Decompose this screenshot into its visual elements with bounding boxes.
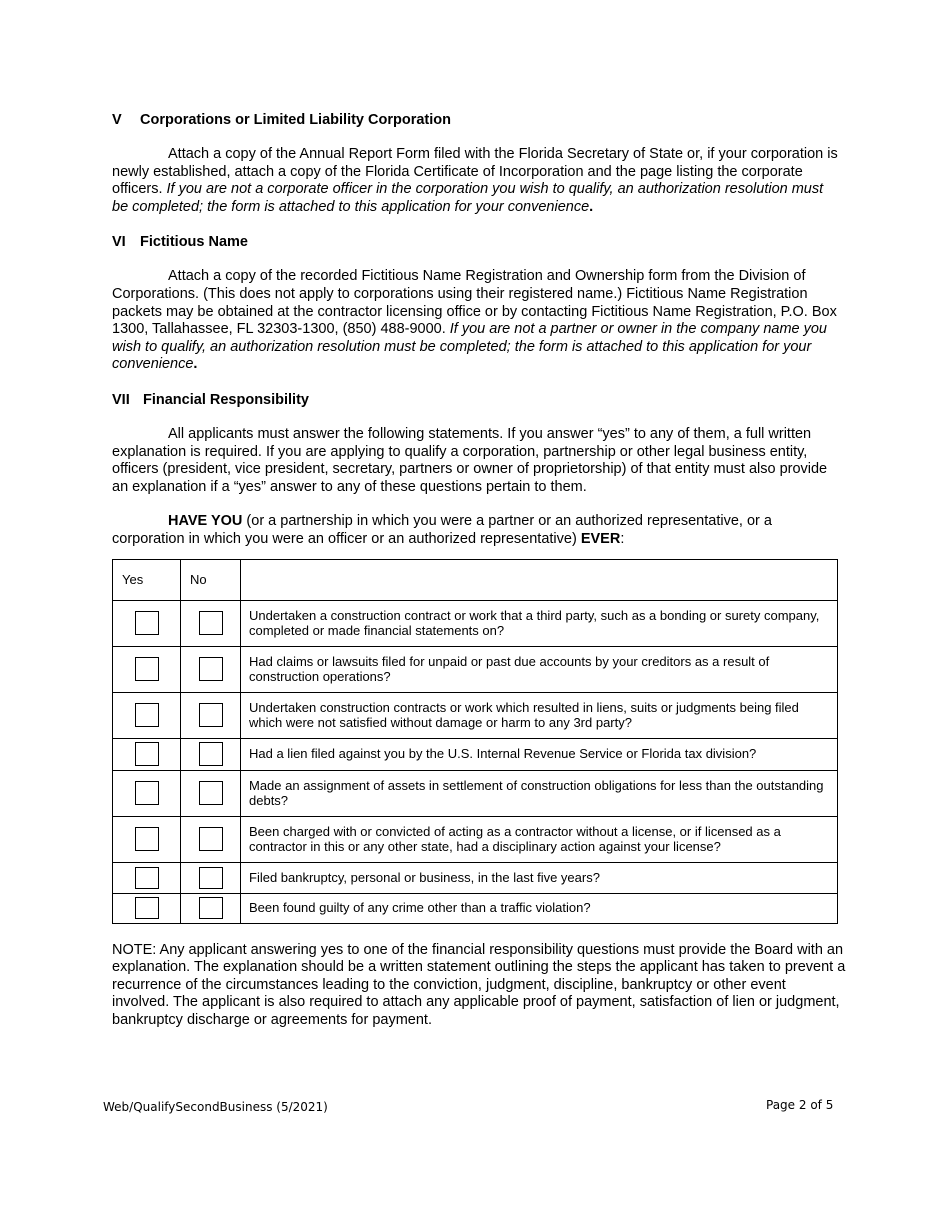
yes-checkbox[interactable] [135,781,159,805]
yes-header: Yes [113,559,181,600]
section-vi-number: VI [112,234,126,251]
table-header-row [113,559,838,600]
section-vii-title [112,391,842,409]
table-row [113,816,838,862]
question-header [241,559,838,600]
section-v-number: V [112,112,122,128]
no-checkbox[interactable] [199,611,223,635]
question-text: Undertaken construction contracts or work which resulted in liens, suits or judgments being filed which were not satisfied without damage or harm to any 3rd party? [241,692,838,738]
section-vii-number: VII [112,391,130,408]
yes-checkbox[interactable] [135,657,159,681]
ever-bold: EVER [580,530,621,547]
yes-checkbox[interactable] [135,742,159,766]
no-header: No [181,559,241,600]
section-v-paragraph [112,146,842,216]
section-vi-title-text: Fictitious Name [140,234,248,251]
question-text: Undertaken a construction contract or work that a third party, such as a bonding or surety company, completed or made financial statements on? [241,600,838,646]
table-row [113,770,838,816]
no-checkbox[interactable] [199,867,223,889]
no-checkbox[interactable] [199,781,223,805]
note-paragraph: NOTE: Any applicant answering yes to one of the financial responsibility questions must provide the Board with an explanation. The explanation should be a written statement outlining the steps the applicant has taken to prevent a recurrence of the circumstances leading to the conviction, judgment, discipline, bankruptcy or other event involved. The applicant is also required to attach any applicable proof of payment, satisfaction of lien or judgment, bankruptcy discharge or agreements for payment. [112,941,846,1028]
section-vii-paragraph: All applicants must answer the following statements. If you answer “yes” to any of them, a full written explanation is required. If you are applying to qualify a corporation, partnership or other legal business entity, officers (president, vice president, secretary, partners or owner of proprietorship) of that entity must also provide an explanation if a “yes” answer to any of these questions pertain to them. [112,425,828,495]
no-checkbox[interactable] [199,703,223,727]
table-row [113,692,838,738]
yes-checkbox[interactable] [135,827,159,851]
table-row [113,862,838,893]
yes-checkbox[interactable] [135,611,159,635]
section-vi-title [112,233,842,251]
have-you-paragraph [112,513,842,548]
document-page [112,111,846,1029]
section-v-title-text: Corporations or Limited Liability Corporation [140,112,451,128]
have-you-end: : [620,530,625,547]
no-checkbox[interactable] [199,827,223,851]
question-text: Had claims or lawsuits filed for unpaid or past due accounts by your creditors as a result of construction operations? [241,646,838,692]
section-v-text: Attach a copy of the Annual Report Form filed with the Florida Secretary of State or, if your corporation is newly established, attach a copy of the Florida Certificate of Incorporation and the page listing the corporate officers. [112,146,838,198]
section-v-end: . [589,198,594,215]
no-checkbox[interactable] [199,742,223,766]
section-v-italic: If you are not a corporate officer in the corporation you wish to qualify, an authorization resolution must be completed; the form is attached to this application for your convenience [112,181,824,215]
yes-checkbox[interactable] [135,897,159,919]
yes-checkbox[interactable] [135,703,159,727]
section-vii-title-text: Financial Responsibility [143,391,309,408]
section-vi-italic: If you are not a partner or owner in the company name you wish to qualify, an authorization resolution must be completed; the form is attached to this application for your convenience [112,321,827,373]
footer-page-number: Page 2 of 5 [766,1098,834,1112]
have-you-text: (or a partnership in which you were a partner or an authorized representative, or a corporation in which you were an officer or an authorized representative) [112,513,772,547]
section-vi-paragraph [112,268,842,374]
table-row [113,738,838,770]
section-v-title [112,111,842,129]
question-text: Filed bankruptcy, personal or business, in the last five years? [241,862,838,893]
table-row [113,646,838,692]
section-vi-text: Attach a copy of the recorded Fictitious Name Registration and Ownership form from the Division of Corporations. (This does not apply to corporations using their registered name.) Fictitious Name Registration packets may be obtained at the contractor licensing office or by contacting Fictitious Name Registration, P.O. Box 1300, Tallahassee, FL 32303-1300, (850) 488-9000. [112,268,837,338]
have-you-bold: HAVE YOU [168,513,243,530]
question-text: Had a lien filed against you by the U.S. Internal Revenue Service or Florida tax division? [241,738,838,770]
no-checkbox[interactable] [199,657,223,681]
question-text: Been found guilty of any crime other than a traffic violation? [241,893,838,923]
question-text: Made an assignment of assets in settlement of construction obligations for less than the outstanding debts? [241,770,838,816]
table-row [113,600,838,646]
section-vi-end: . [193,356,198,373]
footer-form-id: Web/QualifySecondBusiness (5/2021) [103,1100,328,1114]
no-checkbox[interactable] [199,897,223,919]
financial-questions-table [112,559,838,924]
table-row [113,893,838,923]
yes-checkbox[interactable] [135,867,159,889]
question-text: Been charged with or convicted of acting as a contractor without a license, or if licensed as a contractor in this or any other state, had a disciplinary action against your license? [241,816,838,862]
